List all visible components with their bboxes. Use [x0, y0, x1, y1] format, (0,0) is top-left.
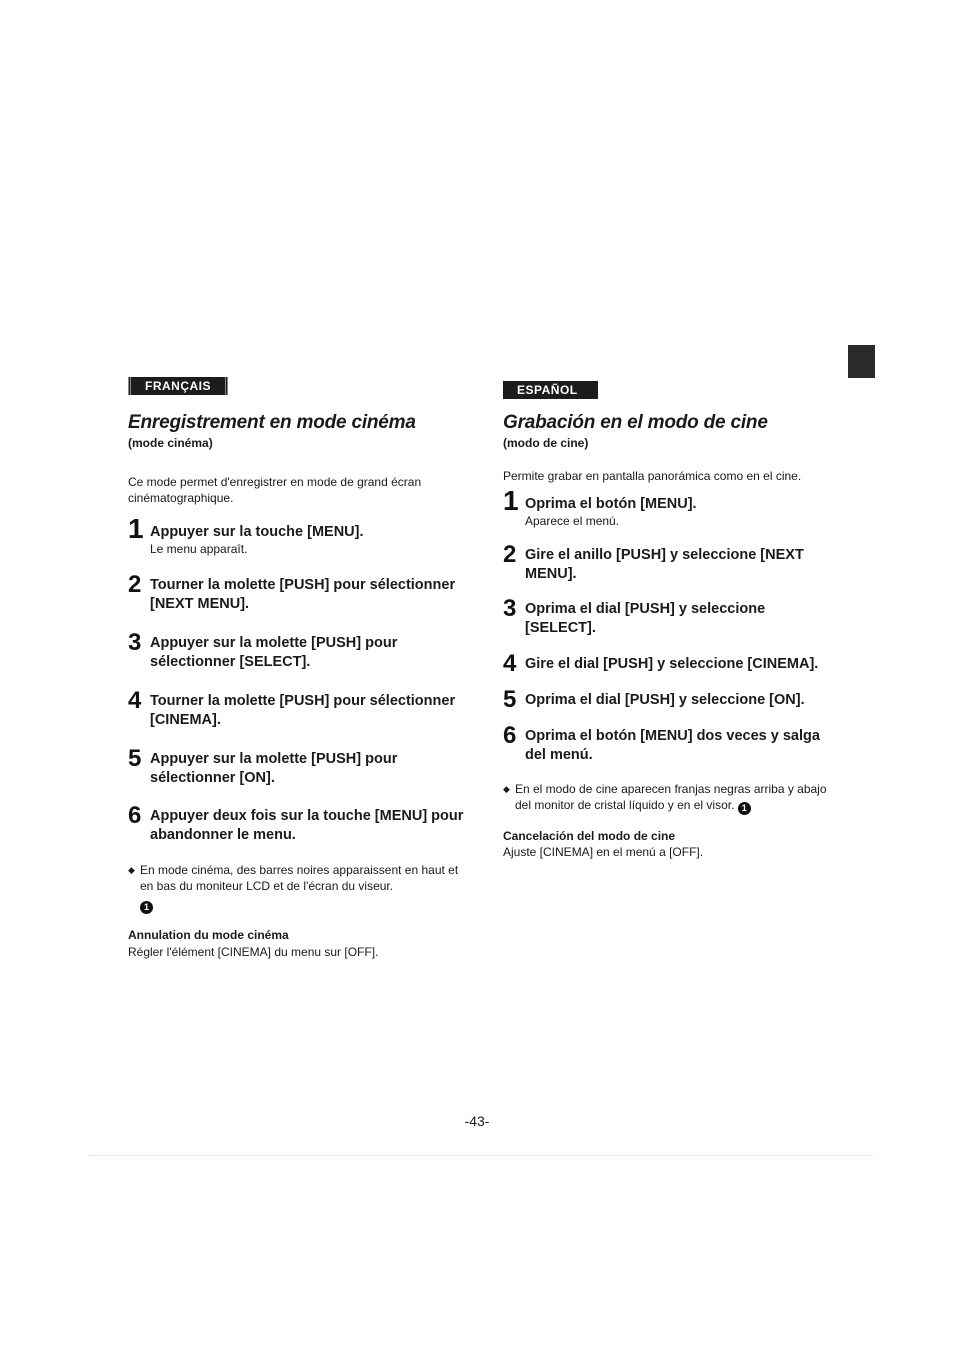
step-text: Tourner la molette [PUSH] pour sélectionner [NEXT MENU].	[150, 577, 456, 612]
step-result: Le menu apparaît.	[150, 542, 248, 556]
cancel-title: Annulation du mode cinéma	[128, 928, 289, 942]
section-subtitle: (mode cinéma)	[128, 436, 213, 450]
section-subtitle: (modo de cine)	[503, 436, 589, 450]
step-number: 6	[503, 722, 517, 749]
intro-text: Ce mode permet d'enregistrer en mode de grand écran cinématographique.	[128, 475, 422, 505]
step-text: Oprima el dial [PUSH] y seleccione [SELECT].	[525, 601, 766, 636]
step-2	[128, 571, 468, 614]
figure-ref-icon: 1	[140, 901, 153, 914]
step-text: Appuyer deux fois sur la touche [MENU] pour abandonner le menu.	[150, 808, 464, 843]
step-text: Oprima el botón [MENU] dos veces y salga del menú.	[525, 728, 820, 763]
step-1	[128, 513, 468, 557]
step-result: Aparece el menú.	[525, 514, 620, 528]
step-text: Appuyer sur la molette [PUSH] pour sélectionner [ON].	[150, 751, 398, 786]
section-edge-marker	[848, 345, 875, 378]
step-5	[503, 686, 833, 713]
step-number: 1	[128, 513, 144, 544]
page-number: -43-	[464, 1113, 490, 1129]
cancel-text: Régler l'élément [CINEMA] du menu sur [OFF].	[128, 945, 379, 959]
step-text: Gire el anillo [PUSH] y seleccione [NEXT MENU].	[525, 547, 804, 582]
step-text: Oprima el botón [MENU].	[525, 496, 697, 512]
step-number: 4	[128, 687, 142, 714]
step-3	[128, 629, 468, 672]
step-number: 2	[503, 541, 517, 568]
step-number: 3	[503, 595, 517, 622]
step-number: 2	[128, 571, 142, 598]
note-text: En el modo de cine aparecen franjas negras arriba y abajo del monitor de cristal líquido y en el visor.	[515, 782, 827, 812]
step-text: Appuyer sur la molette [PUSH] pour sélectionner [SELECT].	[150, 635, 398, 670]
bottom-divider	[88, 1155, 874, 1156]
step-number: 5	[128, 745, 142, 772]
figure-ref-icon: 1	[738, 802, 751, 815]
note-text: En mode cinéma, des barres noires apparaissent en haut et en bas du moniteur LCD et de l'écran du viseur.	[140, 863, 459, 893]
step-number: 5	[503, 686, 517, 713]
note	[128, 862, 468, 914]
step-1	[503, 485, 833, 529]
step-number: 3	[128, 629, 142, 656]
language-tag-espanol: ESPAÑOL	[503, 381, 598, 399]
step-4	[503, 650, 833, 677]
section-title: Enregistrement en mode cinéma	[128, 412, 416, 433]
espanol-column	[503, 381, 833, 860]
section-title: Grabación en el modo de cine	[503, 412, 768, 433]
step-text: Gire el dial [PUSH] y seleccione [CINEMA].	[525, 656, 819, 672]
cancel-text: Ajuste [CINEMA] en el menú a [OFF].	[503, 845, 704, 859]
step-text: Tourner la molette [PUSH] pour sélectionner [CINEMA].	[150, 693, 456, 728]
step-5	[128, 745, 468, 788]
step-text: Oprima el dial [PUSH] y seleccione [ON].	[525, 692, 805, 708]
step-6	[128, 802, 468, 845]
cancel-title: Cancelación del modo de cine	[503, 829, 676, 843]
francais-column	[128, 377, 468, 960]
step-3	[503, 595, 833, 638]
step-number: 6	[128, 802, 142, 829]
note	[503, 781, 833, 815]
step-text: Appuyer sur la touche [MENU].	[150, 524, 364, 540]
step-number: 1	[503, 485, 519, 516]
intro-text: Permite grabar en pantalla panorámica como en el cine.	[503, 469, 802, 483]
step-2	[503, 541, 833, 584]
step-number: 4	[503, 650, 517, 677]
step-6	[503, 722, 833, 765]
language-tag-francais: FRANÇAIS	[128, 377, 228, 395]
bullet-icon: ◆	[128, 865, 135, 875]
step-4	[128, 687, 468, 730]
bullet-icon: ◆	[503, 784, 510, 794]
